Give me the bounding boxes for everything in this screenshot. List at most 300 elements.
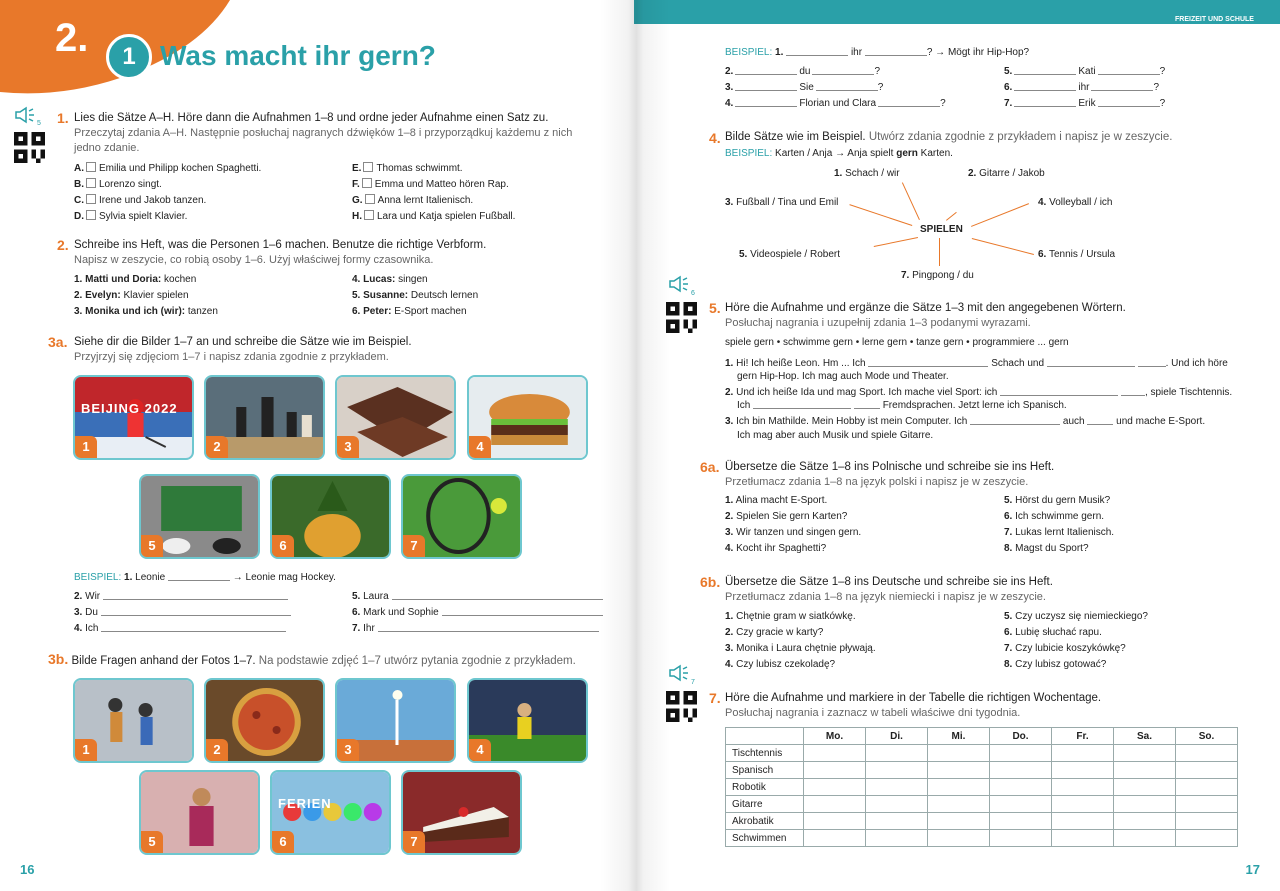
item-end: ? <box>877 82 884 93</box>
exercise-6a-number: 6a. <box>700 459 720 475</box>
photo-number: 1 <box>75 436 97 458</box>
item-letter: D. <box>74 211 84 222</box>
answer-line[interactable] <box>392 591 603 600</box>
day-cell[interactable] <box>990 796 1052 813</box>
photo-number: 7 <box>403 535 425 557</box>
item-person: Lucas: <box>363 274 396 285</box>
sentence-text: Ich bin Mathilde. Mein Hobby ist mein Computer. Ich <box>736 416 968 427</box>
table-row <box>726 796 1238 813</box>
day-header: So. <box>1176 728 1238 745</box>
spider-spoke <box>874 237 918 247</box>
example-number: 1. <box>775 47 784 58</box>
answer-line[interactable] <box>101 607 291 616</box>
sentence-text: Ich <box>737 400 751 411</box>
day-cell[interactable] <box>1176 796 1238 813</box>
table-row <box>726 762 1238 779</box>
day-cell[interactable] <box>866 830 928 847</box>
list-item <box>1004 511 1104 522</box>
audio-speaker-icon[interactable] <box>668 664 690 682</box>
audio-track-number: 5 <box>37 120 41 127</box>
day-header: Do. <box>990 728 1052 745</box>
list-item <box>352 306 467 317</box>
item-letter: G. <box>352 195 363 206</box>
item-text: Spielen Sie gern Karten? <box>736 511 848 522</box>
answer-checkbox[interactable] <box>365 194 375 204</box>
checkbox-item <box>352 162 463 174</box>
list-item <box>725 543 826 554</box>
spider-label <box>739 249 840 260</box>
item-number: 3. <box>725 197 734 208</box>
answer-line[interactable] <box>735 82 797 91</box>
checkbox-item <box>74 210 187 222</box>
item-text: Kati <box>1078 66 1096 77</box>
item-number: 3. <box>725 82 734 93</box>
left-page <box>0 0 634 891</box>
day-cell[interactable] <box>928 813 990 830</box>
day-cell[interactable] <box>1114 830 1176 847</box>
write-line-item <box>352 591 603 602</box>
section-tab <box>1169 0 1280 26</box>
sentence-text: , spiele Tischtennis. <box>1144 387 1233 398</box>
audio-speaker-icon[interactable] <box>14 106 36 124</box>
item-number: 2. <box>725 627 734 638</box>
answer-checkbox[interactable] <box>362 178 372 188</box>
item-number: 3. <box>725 527 734 538</box>
checkbox-item <box>352 178 509 190</box>
item-text: Emilia und Philipp kochen Spaghetti. <box>99 163 262 174</box>
item-text: Du <box>85 607 98 618</box>
activity-label: Tischtennis <box>726 745 804 762</box>
spider-label <box>834 168 900 179</box>
list-item <box>74 306 218 317</box>
example-label: BEISPIEL: <box>725 148 773 159</box>
item-text: Volleyball / ich <box>1049 197 1113 208</box>
item-number: 5. <box>1004 66 1013 77</box>
band-divider <box>634 24 1280 27</box>
item-text: Kocht ihr Spaghetti? <box>736 543 827 554</box>
exercise-4-heading <box>725 131 1172 143</box>
item-text: Laura <box>363 591 389 602</box>
example-label: BEISPIEL: <box>725 47 773 58</box>
example-text: Karten / Anja → Anja spielt <box>775 148 894 159</box>
item-letter: B. <box>74 179 84 190</box>
exercise-3a-title: Siehe dir die Bilder 1–7 an und schreibe die Sätze wie im Beispiel. <box>74 336 412 348</box>
activity-label: Schwimmen <box>726 830 804 847</box>
activity-label: Spanisch <box>726 762 804 779</box>
qr-code-icon[interactable] <box>666 302 697 333</box>
list-item <box>725 643 876 654</box>
item-number: 4. <box>725 543 734 554</box>
checkbox-item <box>352 210 515 222</box>
write-line-item <box>725 98 946 109</box>
day-cell[interactable] <box>1176 745 1238 762</box>
item-number: 5. <box>1004 611 1013 622</box>
day-cell[interactable] <box>866 813 928 830</box>
sentence-number: 3. <box>725 416 734 427</box>
photo-number: 1 <box>75 739 97 761</box>
table-row <box>726 745 1238 762</box>
item-number: 7. <box>901 270 910 281</box>
item-number: 6. <box>1004 627 1013 638</box>
spider-label <box>968 168 1045 179</box>
list-item <box>352 290 478 301</box>
day-cell[interactable] <box>1114 779 1176 796</box>
list-item <box>1004 543 1089 554</box>
day-cell[interactable] <box>1114 813 1176 830</box>
day-cell[interactable] <box>1114 796 1176 813</box>
answer-line[interactable] <box>753 400 851 409</box>
answer-line[interactable] <box>168 572 230 581</box>
item-text: Ich schwimme gern. <box>1015 511 1105 522</box>
item-number: 4. <box>1038 197 1047 208</box>
day-cell[interactable] <box>1176 762 1238 779</box>
photo-number: 3 <box>337 436 359 458</box>
table-row <box>726 830 1238 847</box>
item-number: 6. <box>1004 82 1013 93</box>
item-text: ihr <box>1078 82 1090 93</box>
day-cell[interactable] <box>1052 745 1114 762</box>
item-number: 2. <box>725 511 734 522</box>
item-activity: kochen <box>164 274 197 285</box>
exercise-3b-subtitle: Na podstawie zdjęć 1–7 utwórz pytania zgodnie z przykładem. <box>258 655 576 667</box>
answer-line[interactable] <box>1138 358 1166 367</box>
answer-line[interactable] <box>1014 66 1076 75</box>
answer-line[interactable] <box>1098 66 1160 75</box>
page-number-left: 16 <box>20 862 35 877</box>
answer-line[interactable] <box>854 400 880 409</box>
item-text: Lara und Katja spielen Fußball. <box>377 211 516 222</box>
page-number-right: 17 <box>1245 862 1260 877</box>
word-bank: spiele gern • schwimme gern • lerne gern • tanze gern • programmiere ... gern <box>725 337 1069 348</box>
activity-label: Akrobatik <box>726 813 804 830</box>
day-cell[interactable] <box>804 745 866 762</box>
day-cell[interactable] <box>1114 762 1176 779</box>
spider-label <box>1038 249 1115 260</box>
audio-speaker-icon[interactable] <box>668 275 690 293</box>
lesson-number: 2. <box>55 16 89 60</box>
day-cell[interactable] <box>928 779 990 796</box>
item-number: 1. <box>725 495 734 506</box>
item-text: Pingpong / du <box>912 270 974 281</box>
item-letter: H. <box>352 211 362 222</box>
write-line-item <box>1004 98 1165 109</box>
item-text: Irene und Jakob tanzen. <box>99 195 207 206</box>
item-number: 6. <box>1004 511 1013 522</box>
answer-line[interactable] <box>1014 98 1076 107</box>
item-text: Chętnie gram w siatkówkę. <box>736 611 856 622</box>
day-cell[interactable] <box>1052 779 1114 796</box>
spider-label <box>901 270 974 281</box>
exercise-6a-subtitle: Przetłumacz zdania 1–8 na język polski i napisz je w zeszycie. <box>725 476 1029 488</box>
answer-line[interactable] <box>786 47 848 56</box>
day-header: Mo. <box>804 728 866 745</box>
list-item <box>725 627 823 638</box>
sentence-text: und mache E-Sport. <box>1116 416 1206 427</box>
day-header: Sa. <box>1114 728 1176 745</box>
answer-line[interactable] <box>878 98 940 107</box>
item-number: 2. <box>725 66 734 77</box>
item-text: Tennis / Ursula <box>1048 249 1116 260</box>
item-number: 5. <box>739 249 748 260</box>
day-cell[interactable] <box>990 813 1052 830</box>
answer-line[interactable] <box>868 358 988 367</box>
ex5-sentence-3 <box>725 416 1205 427</box>
item-number: 1. <box>834 168 843 179</box>
photo-number: 5 <box>141 831 163 853</box>
day-cell[interactable] <box>928 762 990 779</box>
write-line-item <box>1004 82 1159 93</box>
audio-track-number: 6 <box>691 290 695 297</box>
day-cell[interactable] <box>866 745 928 762</box>
list-item <box>725 495 827 506</box>
list-item <box>725 611 856 622</box>
item-text: Wir tanzen und singen gern. <box>736 527 862 538</box>
list-item <box>725 511 847 522</box>
exercise-3b-example <box>725 47 1029 58</box>
item-text: Czy lubisz gotować? <box>1015 659 1107 670</box>
item-activity: singen <box>398 274 428 285</box>
item-number: 5. <box>352 290 361 301</box>
item-letter: C. <box>74 195 84 206</box>
day-cell[interactable] <box>804 762 866 779</box>
checkbox-item <box>74 162 261 174</box>
exercise-4-title: Bilde Sätze wie im Beispiel. <box>725 131 866 143</box>
item-end: ? <box>940 98 946 109</box>
ex5-sentence-2 <box>725 387 1232 398</box>
day-cell[interactable] <box>928 830 990 847</box>
write-line-item <box>74 623 286 634</box>
item-text: Lorenzo singt. <box>99 179 162 190</box>
list-item <box>352 274 428 285</box>
item-text: Lukas lernt Italienisch. <box>1015 527 1115 538</box>
exercise-3a-subtitle: Przyjrzyj się zdjęciom 1–7 i napisz zdania zgodnie z przykładem. <box>74 351 389 363</box>
item-letter: E. <box>352 163 362 174</box>
day-cell[interactable] <box>990 762 1052 779</box>
item-text: du <box>799 66 811 77</box>
item-number: 6. <box>1038 249 1047 260</box>
item-text: Magst du Sport? <box>1015 543 1089 554</box>
item-text: Hörst du gern Musik? <box>1015 495 1111 506</box>
photo-5 <box>139 770 260 855</box>
answer-line[interactable] <box>970 416 1060 425</box>
photo-number: 6 <box>272 535 294 557</box>
day-cell[interactable] <box>1176 813 1238 830</box>
item-activity: E-Sport machen <box>394 306 467 317</box>
day-cell[interactable] <box>1052 796 1114 813</box>
photo-2 <box>204 678 325 763</box>
exercise-7-number: 7. <box>709 690 721 706</box>
answer-line[interactable] <box>1000 387 1118 396</box>
item-number: 7. <box>1004 98 1013 109</box>
day-cell[interactable] <box>804 813 866 830</box>
item-text: Sylvia spielt Klavier. <box>99 211 188 222</box>
table-row <box>726 813 1238 830</box>
spider-label <box>1038 197 1113 208</box>
day-cell[interactable] <box>928 745 990 762</box>
item-activity: Klavier spielen <box>123 290 189 301</box>
exercise-2-subtitle: Napisz w zeszycie, co robią osoby 1–6. Użyj właściwej formy czasownika. <box>74 254 434 266</box>
photo-7 <box>401 474 522 559</box>
exercise-3a-example <box>74 572 336 583</box>
day-cell[interactable] <box>990 830 1052 847</box>
top-teal-band <box>634 0 1169 26</box>
exercise-4-number: 4. <box>709 130 721 146</box>
item-number: 4. <box>725 659 734 670</box>
photo-1 <box>73 375 194 460</box>
example-prompt: Leonie <box>135 572 166 583</box>
item-number: 6. <box>352 607 361 618</box>
item-text: Fußball / Tina und Emil <box>736 197 839 208</box>
checkbox-item <box>74 178 162 190</box>
answer-line[interactable] <box>378 623 599 632</box>
photo-6 <box>270 770 391 855</box>
item-number: 4. <box>725 98 734 109</box>
day-cell[interactable] <box>1052 762 1114 779</box>
spider-spoke <box>972 238 1034 255</box>
answer-line[interactable] <box>1014 82 1076 91</box>
item-number: 4. <box>74 623 83 634</box>
answer-line[interactable] <box>735 98 797 107</box>
item-text: Florian und Clara <box>799 98 877 109</box>
answer-checkbox[interactable] <box>363 162 373 172</box>
item-number: 5. <box>352 591 361 602</box>
item-number: 7. <box>1004 527 1013 538</box>
item-number: 4. <box>352 274 361 285</box>
item-number: 3. <box>74 306 83 317</box>
answer-line[interactable] <box>1091 82 1153 91</box>
day-cell[interactable] <box>804 830 866 847</box>
example-answer: Leonie mag Hockey. <box>245 572 336 583</box>
day-cell[interactable] <box>1176 779 1238 796</box>
item-text: Alina macht E-Sport. <box>735 495 828 506</box>
qr-code-icon[interactable] <box>14 132 45 163</box>
photo-2 <box>204 375 325 460</box>
spider-spoke <box>946 212 957 221</box>
day-cell[interactable] <box>928 796 990 813</box>
answer-checkbox[interactable] <box>86 210 96 220</box>
sentence-text: Schach und <box>991 358 1045 369</box>
sentence-number: 2. <box>725 387 734 398</box>
item-person: Evelyn: <box>85 290 121 301</box>
qr-code-icon[interactable] <box>666 691 697 722</box>
example-bold: gern <box>896 148 918 159</box>
exercise-6b-subtitle: Przetłumacz zdania 1–8 na język niemiecki i napisz je w zeszycie. <box>725 591 1046 603</box>
item-letter: A. <box>74 163 84 174</box>
item-text: Ich <box>85 623 99 634</box>
day-header: Di. <box>866 728 928 745</box>
item-number: 3. <box>725 643 734 654</box>
write-line-item <box>352 623 599 634</box>
answer-line[interactable] <box>1098 98 1160 107</box>
item-text: Czy gracie w karty? <box>736 627 824 638</box>
day-cell[interactable] <box>804 796 866 813</box>
write-line-item <box>74 607 291 618</box>
exercise-5-number: 5. <box>709 300 721 316</box>
day-cell[interactable] <box>866 796 928 813</box>
write-line-item <box>74 591 288 602</box>
answer-line[interactable] <box>1121 387 1145 396</box>
day-cell[interactable] <box>804 779 866 796</box>
exercise-5-title: Höre die Aufnahme und ergänze die Sätze 1–3 mit den angegebenen Wörtern. <box>725 302 1126 314</box>
sentence-text: auch <box>1062 416 1085 427</box>
ex5-sentence-3-cont: Ich mag aber auch Musik und spiele Gitarre. <box>737 430 934 441</box>
answer-checkbox[interactable] <box>86 194 96 204</box>
item-text: Gitarre / Jakob <box>979 168 1045 179</box>
exercise-3b-number: 3b. <box>48 651 69 667</box>
activity-label: Gitarre <box>726 796 804 813</box>
answer-line[interactable] <box>816 82 878 91</box>
example-end: Karten. <box>920 148 953 159</box>
list-item <box>1004 643 1126 654</box>
photo-3 <box>335 678 456 763</box>
page-title: Was macht ihr gern? <box>160 40 436 71</box>
item-number: 1. <box>74 274 83 285</box>
spider-label <box>725 197 838 208</box>
item-number: 2. <box>74 591 83 602</box>
list-item <box>1004 627 1102 638</box>
example-number: 1. <box>124 572 133 583</box>
day-cell[interactable] <box>990 779 1052 796</box>
item-activity: Deutsch lernen <box>410 290 479 301</box>
day-header: Mi. <box>928 728 990 745</box>
answer-checkbox[interactable] <box>86 162 96 172</box>
item-person: Peter: <box>363 306 392 317</box>
example-label: BEISPIEL: <box>74 572 122 583</box>
photo-number: 3 <box>337 739 359 761</box>
photo-number: 6 <box>272 831 294 853</box>
item-text: Czy lubicie koszykówkę? <box>1015 643 1126 654</box>
exercise-6b-number: 6b. <box>700 574 721 590</box>
exercise-7-title: Höre die Aufnahme und markiere in der Tabelle die richtigen Wochentage. <box>725 692 1102 704</box>
right-page <box>634 0 1280 891</box>
day-cell[interactable] <box>1052 830 1114 847</box>
photo-caption: BEIJING 2022 <box>81 401 178 416</box>
answer-checkbox[interactable] <box>364 210 374 220</box>
day-cell[interactable] <box>866 762 928 779</box>
answer-line[interactable] <box>812 66 874 75</box>
list-item <box>74 274 196 285</box>
answer-checkbox[interactable] <box>86 178 96 188</box>
day-cell[interactable] <box>1176 830 1238 847</box>
answer-line[interactable] <box>735 66 797 75</box>
day-cell[interactable] <box>866 779 928 796</box>
answer-line[interactable] <box>103 591 288 600</box>
spider-spoke <box>939 238 940 266</box>
sentence-text: Fremdsprachen. Jetzt lerne ich Spanisch. <box>882 400 1067 411</box>
day-header: Fr. <box>1052 728 1114 745</box>
answer-line[interactable] <box>1047 358 1135 367</box>
answer-line[interactable] <box>1087 416 1113 425</box>
write-line-item <box>725 82 883 93</box>
spider-spoke <box>971 203 1029 227</box>
photo-5 <box>139 474 260 559</box>
item-person: Monika und ich (wir): <box>85 306 186 317</box>
answer-line[interactable] <box>865 47 927 56</box>
day-cell[interactable] <box>990 745 1052 762</box>
exercise-3a-number: 3a. <box>48 334 68 350</box>
table-corner-cell <box>726 728 804 745</box>
answer-line[interactable] <box>442 607 603 616</box>
day-cell[interactable] <box>1052 813 1114 830</box>
photo-number: 4 <box>469 436 491 458</box>
photo-number: 2 <box>206 436 228 458</box>
photo-number: 7 <box>403 831 425 853</box>
ex5-sentence-2-cont <box>737 400 1067 411</box>
day-cell[interactable] <box>1114 745 1176 762</box>
answer-line[interactable] <box>101 623 286 632</box>
exercise-4-example <box>725 148 953 159</box>
item-person: Matti und Doria: <box>85 274 162 285</box>
